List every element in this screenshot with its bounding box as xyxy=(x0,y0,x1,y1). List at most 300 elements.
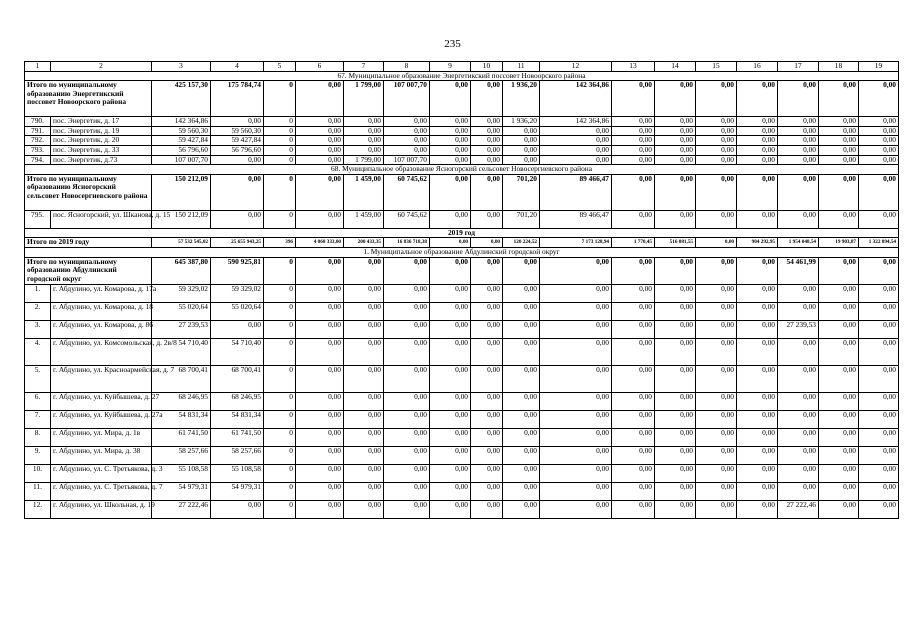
value-cell: 0,00 xyxy=(430,126,471,136)
value-cell: 0,00 xyxy=(296,482,344,500)
address-cell: г. Абдулино, ул. Комарова, д. 18 xyxy=(51,302,152,320)
table-row xyxy=(25,320,899,338)
value-cell: 0,00 xyxy=(384,428,430,446)
address-cell: г. Абдулино, ул. С. Третьякова, д. 7 xyxy=(51,482,152,500)
value-cell: 0,00 xyxy=(819,446,859,464)
section-title: 67. Муниципальное образование Энергетикский поссовет Новоорского района xyxy=(25,71,899,81)
value-cell: 0,00 xyxy=(384,320,430,338)
value-cell: 0,00 xyxy=(859,365,899,392)
value-cell: 1 954 048,54 xyxy=(778,238,819,248)
table-row xyxy=(25,410,899,428)
value-cell: 0,00 xyxy=(430,365,471,392)
table-row xyxy=(25,210,899,228)
row-number: 10. xyxy=(25,464,51,482)
value-cell: 142 364,86 xyxy=(540,117,612,127)
value-cell: 0,00 xyxy=(612,428,655,446)
value-cell: 1 459,00 xyxy=(344,174,384,210)
value-cell: 396 xyxy=(264,238,296,248)
value-cell: 0,00 xyxy=(540,482,612,500)
value-cell: 0,00 xyxy=(778,136,819,146)
value-cell: 0,00 xyxy=(859,302,899,320)
value-cell: 27 239,53 xyxy=(152,320,211,338)
value-cell: 0,00 xyxy=(737,155,778,165)
value-cell: 54 710,40 xyxy=(211,338,264,365)
value-cell: 0,00 xyxy=(696,238,737,248)
value-cell: 0,00 xyxy=(859,500,899,518)
value-cell: 0,00 xyxy=(296,320,344,338)
total-name: Итого по муниципальному образованию Энергетикский поссовет Новоорского района xyxy=(25,81,152,117)
value-cell: 68 246,95 xyxy=(211,392,264,410)
value-cell: 0,00 xyxy=(859,428,899,446)
value-cell: 0,00 xyxy=(696,302,737,320)
value-cell: 68 700,41 xyxy=(152,365,211,392)
value-cell: 0,00 xyxy=(819,117,859,127)
value-cell: 0,00 xyxy=(819,174,859,210)
row-number: 3. xyxy=(25,320,51,338)
value-cell: 0,00 xyxy=(430,428,471,446)
address-cell: пос. Энергетик, д. 20 xyxy=(51,136,152,146)
value-cell: 0,00 xyxy=(471,238,503,248)
value-cell: 0,00 xyxy=(471,145,503,155)
value-cell: 0,00 xyxy=(384,302,430,320)
table-row xyxy=(25,117,899,127)
value-cell: 1 770,45 xyxy=(612,238,655,248)
value-cell: 0,00 xyxy=(503,320,540,338)
value-cell: 0 xyxy=(264,117,296,127)
value-cell: 0,00 xyxy=(344,320,384,338)
column-number-cell: 8 xyxy=(384,62,430,72)
value-cell: 0,00 xyxy=(296,126,344,136)
value-cell: 0,00 xyxy=(471,482,503,500)
value-cell: 0,00 xyxy=(384,338,430,365)
value-cell: 0,00 xyxy=(471,446,503,464)
value-cell: 0,00 xyxy=(344,126,384,136)
value-cell: 58 257,66 xyxy=(152,446,211,464)
value-cell: 0,00 xyxy=(540,126,612,136)
value-cell: 0,00 xyxy=(384,500,430,518)
value-cell: 0,00 xyxy=(655,428,696,446)
year-total-row xyxy=(25,238,899,248)
value-cell: 54 979,31 xyxy=(211,482,264,500)
address-cell: г. Абдулино, ул. Комарова, д. 17а xyxy=(51,284,152,302)
value-cell: 55 020,64 xyxy=(211,302,264,320)
value-cell: 0,00 xyxy=(819,482,859,500)
value-cell: 0,00 xyxy=(737,365,778,392)
value-cell: 0,00 xyxy=(503,464,540,482)
value-cell: 0,00 xyxy=(540,257,612,284)
value-cell: 0,00 xyxy=(430,155,471,165)
value-cell: 0,00 xyxy=(737,392,778,410)
row-number: 5. xyxy=(25,365,51,392)
value-cell: 16 836 718,38 xyxy=(384,238,430,248)
value-cell: 0,00 xyxy=(819,428,859,446)
value-cell: 0,00 xyxy=(430,446,471,464)
value-cell: 27 239,53 xyxy=(778,320,819,338)
value-cell: 0,00 xyxy=(211,500,264,518)
value-cell: 0,00 xyxy=(540,155,612,165)
value-cell: 425 157,30 xyxy=(152,81,211,117)
value-cell: 0,00 xyxy=(384,126,430,136)
value-cell: 0,00 xyxy=(503,126,540,136)
value-cell: 0,00 xyxy=(737,446,778,464)
value-cell: 0,00 xyxy=(296,81,344,117)
value-cell: 0,00 xyxy=(655,210,696,228)
value-cell: 0,00 xyxy=(503,500,540,518)
address-cell: г. Абдулино, ул. Куйбышева, д. 27 xyxy=(51,392,152,410)
column-number-cell: 12 xyxy=(540,62,612,72)
value-cell: 0,00 xyxy=(430,410,471,428)
municipality-total-row xyxy=(25,174,899,210)
value-cell: 0,00 xyxy=(471,174,503,210)
value-cell: 0,00 xyxy=(211,117,264,127)
value-cell: 0,00 xyxy=(696,482,737,500)
value-cell: 59 329,02 xyxy=(152,284,211,302)
value-cell: 60 745,62 xyxy=(384,210,430,228)
value-cell: 0,00 xyxy=(612,257,655,284)
value-cell: 0,00 xyxy=(859,338,899,365)
value-cell: 0,00 xyxy=(471,392,503,410)
column-number-cell: 19 xyxy=(859,62,899,72)
value-cell: 107 007,70 xyxy=(384,155,430,165)
value-cell: 0 xyxy=(264,392,296,410)
value-cell: 0,00 xyxy=(296,210,344,228)
value-cell: 0,00 xyxy=(819,302,859,320)
value-cell: 54 831,34 xyxy=(152,410,211,428)
value-cell: 0,00 xyxy=(344,117,384,127)
value-cell: 61 741,50 xyxy=(211,428,264,446)
value-cell: 0,00 xyxy=(737,500,778,518)
value-cell: 0,00 xyxy=(655,81,696,117)
table-row xyxy=(25,284,899,302)
value-cell: 107 007,70 xyxy=(152,155,211,165)
column-number-cell: 14 xyxy=(655,62,696,72)
value-cell: 0,00 xyxy=(503,410,540,428)
row-number: 12. xyxy=(25,500,51,518)
value-cell: 0,00 xyxy=(384,365,430,392)
value-cell: 0,00 xyxy=(296,257,344,284)
value-cell: 0,00 xyxy=(696,500,737,518)
value-cell: 0,00 xyxy=(471,302,503,320)
value-cell: 0,00 xyxy=(503,482,540,500)
value-cell: 0,00 xyxy=(612,210,655,228)
total-name: Итого по 2019 году xyxy=(25,238,152,248)
column-number-cell: 9 xyxy=(430,62,471,72)
value-cell: 0,00 xyxy=(859,117,899,127)
section-title: 1. Муниципальное образование Абдулинский городской округ xyxy=(25,247,899,257)
address-cell: пос. Энергетик, д. 33 xyxy=(51,145,152,155)
value-cell: 0,00 xyxy=(296,174,344,210)
value-cell: 0,00 xyxy=(296,500,344,518)
municipality-section-row xyxy=(25,165,899,175)
value-cell: 0,00 xyxy=(859,392,899,410)
value-cell: 0,00 xyxy=(384,136,430,146)
value-cell: 0,00 xyxy=(737,257,778,284)
row-number: 8. xyxy=(25,428,51,446)
value-cell: 0,00 xyxy=(737,320,778,338)
value-cell: 645 387,80 xyxy=(152,257,211,284)
value-cell: 56 796,60 xyxy=(211,145,264,155)
value-cell: 58 257,66 xyxy=(211,446,264,464)
value-cell: 0,00 xyxy=(655,500,696,518)
column-number-cell: 3 xyxy=(152,62,211,72)
value-cell: 0,00 xyxy=(612,126,655,136)
column-number-header-row xyxy=(25,62,899,72)
column-number-cell: 13 xyxy=(612,62,655,72)
value-cell: 0,00 xyxy=(471,257,503,284)
value-cell: 0,00 xyxy=(737,338,778,365)
value-cell: 0,00 xyxy=(471,284,503,302)
value-cell: 0,00 xyxy=(612,81,655,117)
total-name: Итого по муниципальному образованию Абдулинский городской округ xyxy=(25,257,152,284)
value-cell: 0,00 xyxy=(859,81,899,117)
value-cell: 60 745,62 xyxy=(384,174,430,210)
value-cell: 0,00 xyxy=(540,320,612,338)
value-cell: 0,00 xyxy=(696,410,737,428)
value-cell: 0,00 xyxy=(859,126,899,136)
address-cell: г. Абдулино, ул. Куйбышева, д. 27а xyxy=(51,410,152,428)
column-number-cell: 4 xyxy=(211,62,264,72)
row-number: 792. xyxy=(25,136,51,146)
value-cell: 0,00 xyxy=(471,410,503,428)
value-cell: 68 246,95 xyxy=(152,392,211,410)
value-cell: 0,00 xyxy=(819,500,859,518)
value-cell: 0,00 xyxy=(430,145,471,155)
value-cell: 0,00 xyxy=(430,284,471,302)
value-cell: 0,00 xyxy=(612,365,655,392)
value-cell: 0,00 xyxy=(696,155,737,165)
value-cell: 0,00 xyxy=(344,302,384,320)
value-cell: 0,00 xyxy=(503,155,540,165)
value-cell: 0,00 xyxy=(696,117,737,127)
value-cell: 0,00 xyxy=(540,428,612,446)
value-cell: 0,00 xyxy=(696,446,737,464)
value-cell: 0,00 xyxy=(612,136,655,146)
table-row xyxy=(25,446,899,464)
value-cell: 0,00 xyxy=(696,210,737,228)
value-cell: 0,00 xyxy=(778,155,819,165)
value-cell: 0 xyxy=(264,81,296,117)
value-cell: 0,00 xyxy=(296,428,344,446)
section-title: 68. Муниципальное образование Ясногорский сельсовет Новосергиевского района xyxy=(25,165,899,175)
value-cell: 107 007,70 xyxy=(384,81,430,117)
value-cell: 0,00 xyxy=(655,338,696,365)
value-cell: 0,00 xyxy=(612,446,655,464)
value-cell: 0,00 xyxy=(471,428,503,446)
value-cell: 0,00 xyxy=(859,320,899,338)
value-cell: 1 936,20 xyxy=(503,81,540,117)
value-cell: 0,00 xyxy=(471,117,503,127)
value-cell: 0,00 xyxy=(655,126,696,136)
value-cell: 0,00 xyxy=(778,410,819,428)
value-cell: 0,00 xyxy=(655,446,696,464)
value-cell: 0,00 xyxy=(211,174,264,210)
value-cell: 0 xyxy=(264,500,296,518)
value-cell: 0,00 xyxy=(696,392,737,410)
value-cell: 0,00 xyxy=(737,284,778,302)
value-cell: 7 173 128,94 xyxy=(540,238,612,248)
row-number: 7. xyxy=(25,410,51,428)
value-cell: 0,00 xyxy=(859,257,899,284)
value-cell: 0,00 xyxy=(819,284,859,302)
value-cell: 0,00 xyxy=(384,464,430,482)
value-cell: 1 799,00 xyxy=(344,81,384,117)
value-cell: 142 364,86 xyxy=(152,117,211,127)
value-cell: 0 xyxy=(264,482,296,500)
table-row xyxy=(25,464,899,482)
column-number-cell: 17 xyxy=(778,62,819,72)
value-cell: 55 108,58 xyxy=(211,464,264,482)
value-cell: 0,00 xyxy=(471,500,503,518)
value-cell: 0,00 xyxy=(778,338,819,365)
value-cell: 0,00 xyxy=(737,126,778,136)
value-cell: 0,00 xyxy=(737,464,778,482)
value-cell: 0,00 xyxy=(778,81,819,117)
value-cell: 0,00 xyxy=(655,410,696,428)
value-cell: 0,00 xyxy=(503,365,540,392)
value-cell: 25 655 943,25 xyxy=(211,238,264,248)
value-cell: 0,00 xyxy=(819,338,859,365)
value-cell: 0,00 xyxy=(655,117,696,127)
value-cell: 0 xyxy=(264,320,296,338)
value-cell: 0,00 xyxy=(344,145,384,155)
value-cell: 0,00 xyxy=(859,446,899,464)
value-cell: 0,00 xyxy=(296,136,344,146)
column-number-cell: 15 xyxy=(696,62,737,72)
value-cell: 0,00 xyxy=(471,210,503,228)
address-cell: г. Абдулино, ул. Комсомольская, д. 2в/8 xyxy=(51,338,152,365)
address-cell: пос. Энергетик, д. 17 xyxy=(51,117,152,127)
value-cell: 0,00 xyxy=(819,464,859,482)
address-cell: г. Абдулино, ул. Красноармейская, д. 7 xyxy=(51,365,152,392)
value-cell: 0,00 xyxy=(540,464,612,482)
table-row xyxy=(25,428,899,446)
value-cell: 0,00 xyxy=(430,392,471,410)
value-cell: 0,00 xyxy=(612,284,655,302)
value-cell: 0,00 xyxy=(778,284,819,302)
value-cell: 0,00 xyxy=(696,464,737,482)
value-cell: 0,00 xyxy=(344,257,384,284)
value-cell: 0,00 xyxy=(503,302,540,320)
value-cell: 0,00 xyxy=(655,365,696,392)
value-cell: 0 xyxy=(264,126,296,136)
value-cell: 0 xyxy=(264,446,296,464)
value-cell: 0,00 xyxy=(696,284,737,302)
value-cell: 0,00 xyxy=(737,174,778,210)
value-cell: 0 xyxy=(264,174,296,210)
value-cell: 1 322 094,54 xyxy=(859,238,899,248)
value-cell: 0,00 xyxy=(859,410,899,428)
value-cell: 0,00 xyxy=(778,482,819,500)
row-number: 794. xyxy=(25,155,51,165)
address-cell: пос. Энергетик, д.73 xyxy=(51,155,152,165)
value-cell: 0,00 xyxy=(612,482,655,500)
value-cell: 0,00 xyxy=(540,302,612,320)
value-cell: 0,00 xyxy=(430,81,471,117)
value-cell: 701,20 xyxy=(503,174,540,210)
value-cell: 0,00 xyxy=(612,500,655,518)
value-cell: 0,00 xyxy=(344,410,384,428)
column-number-cell: 5 xyxy=(264,62,296,72)
municipality-section-row xyxy=(25,247,899,257)
value-cell: 0,00 xyxy=(737,210,778,228)
value-cell: 0,00 xyxy=(655,145,696,155)
address-cell: г. Абдулино, ул. Мира, д. 1в xyxy=(51,428,152,446)
value-cell: 0 xyxy=(264,410,296,428)
value-cell: 0,00 xyxy=(696,338,737,365)
value-cell: 0,00 xyxy=(737,428,778,446)
value-cell: 59 560,30 xyxy=(152,126,211,136)
page-number: 235 xyxy=(444,38,461,50)
value-cell: 0,00 xyxy=(384,410,430,428)
year-title: 2019 год xyxy=(25,228,899,238)
value-cell: 59 427,84 xyxy=(152,136,211,146)
value-cell: 0,00 xyxy=(430,238,471,248)
value-cell: 0,00 xyxy=(737,136,778,146)
value-cell: 0 xyxy=(264,210,296,228)
value-cell: 0,00 xyxy=(696,174,737,210)
value-cell: 54 831,34 xyxy=(211,410,264,428)
value-cell: 0,00 xyxy=(540,145,612,155)
value-cell: 0,00 xyxy=(471,136,503,146)
column-number-cell: 1 xyxy=(25,62,51,72)
municipality-total-row xyxy=(25,81,899,117)
value-cell: 57 532 545,02 xyxy=(152,238,211,248)
value-cell: 0,00 xyxy=(211,320,264,338)
value-cell: 175 784,74 xyxy=(211,81,264,117)
value-cell: 0,00 xyxy=(430,174,471,210)
address-cell: г. Абдулино, ул. Школьная, д. 19 xyxy=(51,500,152,518)
value-cell: 0,00 xyxy=(612,117,655,127)
column-number-cell: 10 xyxy=(471,62,503,72)
address-cell: г. Абдулино, ул. Мира, д. 38 xyxy=(51,446,152,464)
value-cell: 0,00 xyxy=(819,210,859,228)
value-cell: 0,00 xyxy=(859,482,899,500)
value-cell: 0,00 xyxy=(819,410,859,428)
value-cell: 0,00 xyxy=(430,338,471,365)
value-cell: 0,00 xyxy=(778,365,819,392)
value-cell: 0 xyxy=(264,284,296,302)
value-cell: 0,00 xyxy=(737,302,778,320)
column-number-cell: 2 xyxy=(51,62,152,72)
value-cell: 0 xyxy=(264,257,296,284)
value-cell: 0,00 xyxy=(430,500,471,518)
address-cell: пос. Энергетик, д. 19 xyxy=(51,126,152,136)
value-cell: 0,00 xyxy=(737,145,778,155)
value-cell: 0,00 xyxy=(344,392,384,410)
value-cell: 0,00 xyxy=(430,302,471,320)
value-cell: 0,00 xyxy=(696,145,737,155)
value-cell: 0,00 xyxy=(503,136,540,146)
value-cell: 0,00 xyxy=(819,136,859,146)
value-cell: 0,00 xyxy=(778,446,819,464)
value-cell: 0,00 xyxy=(819,155,859,165)
value-cell: 0,00 xyxy=(471,338,503,365)
value-cell: 0 xyxy=(264,365,296,392)
value-cell: 55 020,64 xyxy=(152,302,211,320)
table-row xyxy=(25,145,899,155)
value-cell: 0,00 xyxy=(384,446,430,464)
value-cell: 54 710,40 xyxy=(152,338,211,365)
value-cell: 0,00 xyxy=(296,302,344,320)
value-cell: 142 364,86 xyxy=(540,81,612,117)
value-cell: 1 799,00 xyxy=(344,155,384,165)
value-cell: 19 903,87 xyxy=(819,238,859,248)
value-cell: 0,00 xyxy=(503,284,540,302)
value-cell: 0 xyxy=(264,302,296,320)
value-cell: 0,00 xyxy=(778,117,819,127)
row-number: 11. xyxy=(25,482,51,500)
value-cell: 0,00 xyxy=(296,117,344,127)
